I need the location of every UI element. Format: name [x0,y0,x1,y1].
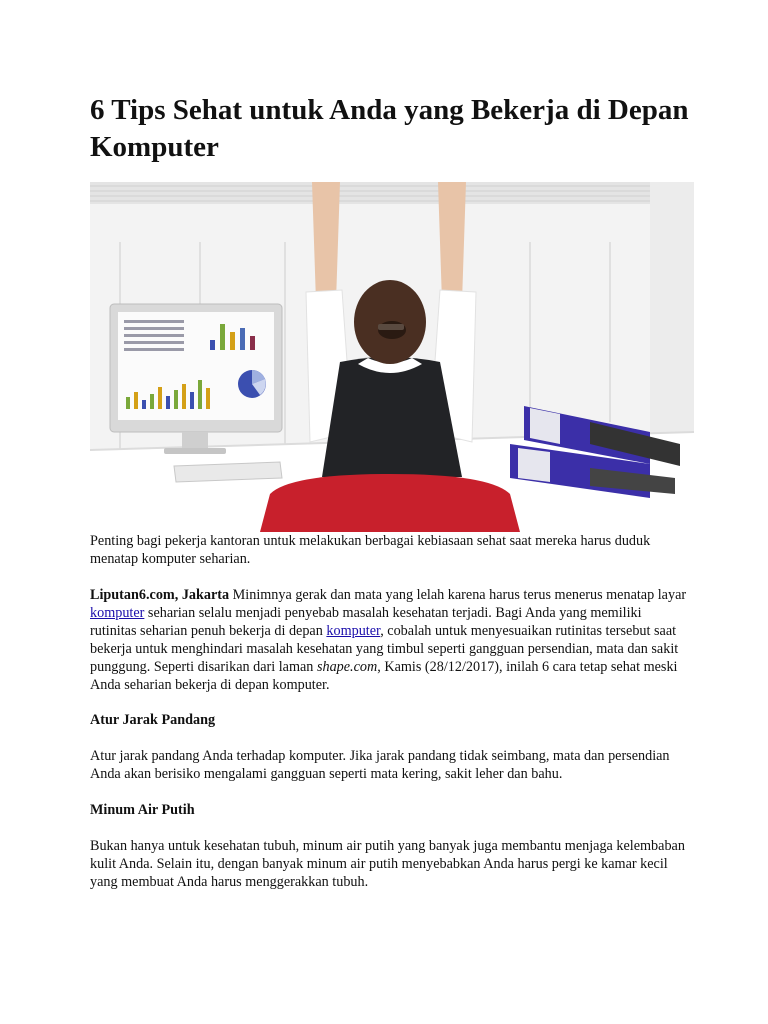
section-paragraph-2: Bukan hanya untuk kesehatan tubuh, minum air putih yang banyak juga membantu menjaga kelembaban kulit Anda. Selain itu, dengan banyak minum air putih menyebabkan Anda harus pergi ke kamar kecil yang membuat Anda harus menggerakkan tubuh. [90,838,685,890]
intro-text-3: , cobalah untuk menyesuaikan rutinitas tersebut saat bekerja untuk menghindari masalah kesehatan yang timbul seperti gangguan persendian, mata dan sakit punggung. Seperti disarikan dari laman [90,623,679,675]
komputer-link-2[interactable]: komputer [326,623,381,639]
source-site: shape.com [316,659,378,675]
section-heading-1: Atur Jarak Pandang [90,712,216,728]
article-title: 6 Tips Sehat untuk Anda yang Bekerja di Depan Komputer [90,94,689,163]
intro-text-4: , Kamis (28/12/2017), inilah 6 cara tetap sehat meski Anda seharian bekerja di depan komputer. [90,659,678,693]
komputer-link-1[interactable]: komputer [90,605,145,621]
intro-text-1: Minimnya gerak dan mata yang lelah karena harus terus menerus menatap layar [229,587,687,603]
intro-text-2: seharian selalu menjadi penyebab masalah kesehatan terjadi. Bagi Anda yang memiliki rutinitas seharian penuh bekerja di depan [90,605,642,639]
article-photo [90,182,694,532]
source-dateline: Liputan6.com, Jakarta [90,587,230,603]
section-paragraph-1: Atur jarak pandang Anda terhadap komputer. Jika jarak pandang tidak seimbang, mata dan persendian Anda akan berisiko mengalami gangguan seperti mata kering, sakit leher dan bahu. [90,748,670,782]
section-heading-2: Minum Air Putih [90,802,195,818]
intro-paragraph [90,586,690,694]
image-caption: Penting bagi pekerja kantoran untuk melakukan berbagai kebiasaan sehat saat mereka harus duduk menatap komputer seharian. [90,533,651,567]
